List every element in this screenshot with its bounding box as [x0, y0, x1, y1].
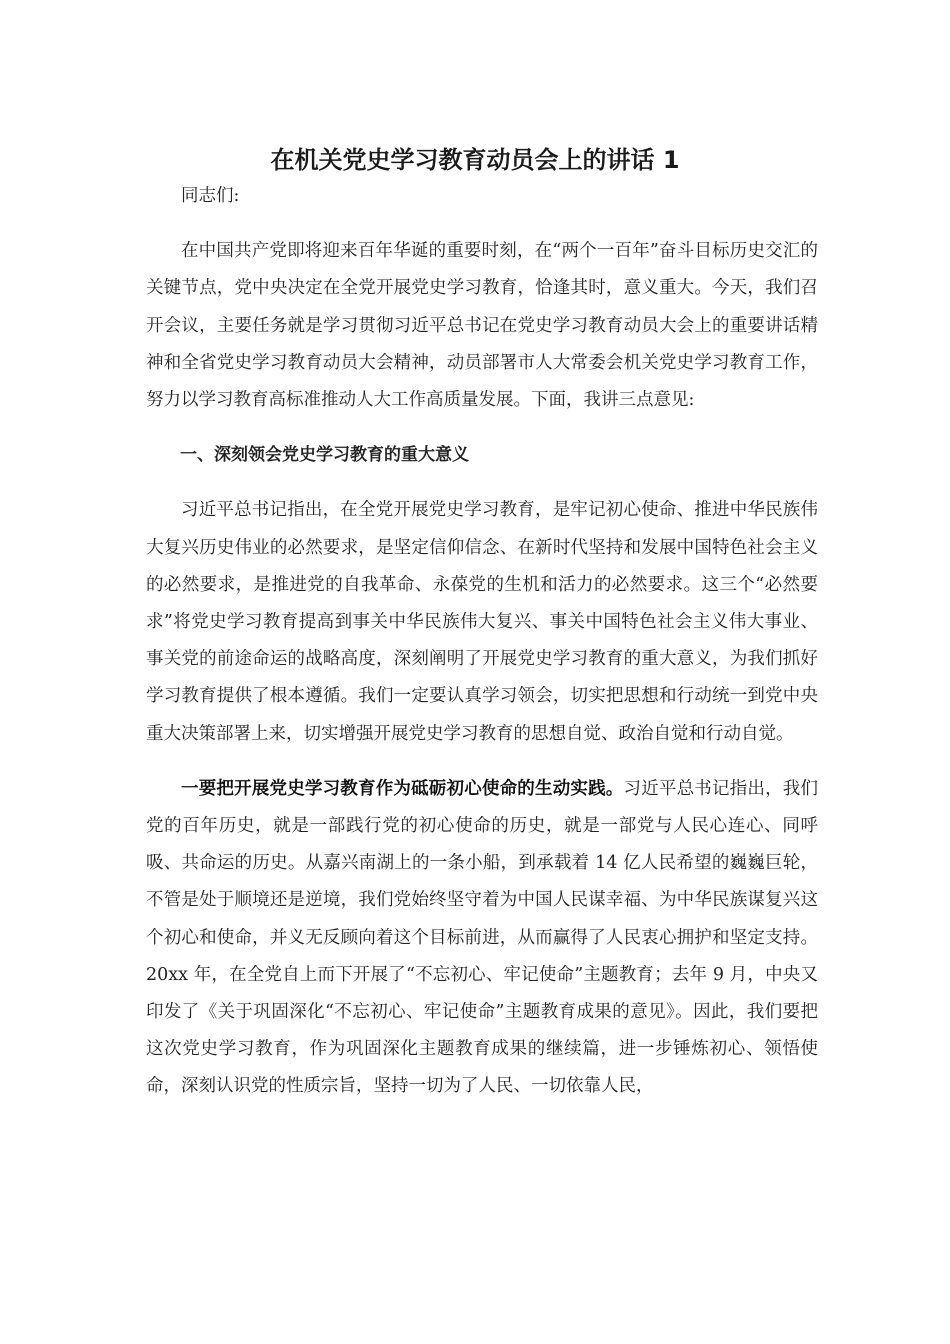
paragraph-first-point — [146, 771, 818, 1106]
paragraph-intro: 在中国共产党即将迎来百年华诞的重要时刻，在“两个一百年”奋斗目标历史交汇的关键节点，党中央决定在全党开展党史学习教育，恰逢其时，意义重大。今天，我们召开会议，主要任务就是学习贯彻习近平总书记在党史学习教育动员大会上的重要讲话精神和全省党史学习教育动员大会精神，动员部署市人大常委会机关党史学习教育工作，努力以学习教育高标准推动人大工作高质量发展。下面，我讲三点意见: — [146, 241, 818, 411]
first-point-lead: 一要把开展党史学习教育作为砥砺初心使命的生动实践。 — [181, 778, 624, 799]
document-body — [146, 178, 818, 1106]
first-point-text: 习近平总书记指出，我们党的百年历史，就是一部践行党的初心使命的历史，就是一部党与人民心连心、同呼吸、共命运的历史。从嘉兴南湖上的一条小船，到承载着 14 亿人民希望的巍巍巨轮，不管是处于顺境还是逆境，我们党始终坚守着为中国人民谋幸福、为中华民族谋复兴这个初心和使命，并义无反顾向着这个目标前进，从而赢得了人民衷心拥护和坚定支持。20xx 年，在全党自上而下开展了“不忘初心、牢记使命”主题教育；去年 9 月，中央又印发了《关于巩固深化“不忘初心、牢记使命”主题教育成果的意见》。因此，我们要把这次党史学习教育，作为巩固深化主题教育成果的继续篇，进一步锤炼初心、领悟使命，深刻认识党的性质宗旨，坚持一切为了人民、一切依靠人民， — [146, 778, 818, 1097]
document-title: 在机关党史学习教育动员会上的讲话 1 — [270, 146, 680, 174]
paragraph-significance: 习近平总书记指出，在全党开展党史学习教育，是牢记初心使命、推进中华民族伟大复兴历史伟业的必然要求，是坚定信仰信念、在新时代坚持和发展中国特色社会主义的必然要求，是推进党的自我革命、永葆党的生机和活力的必然要求。这三个“必然要求”将党史学习教育提高到事关中华民族伟大复兴、事关中国特色社会主义伟大事业、事关党的前途命运的战略高度，深刻阐明了开展党史学习教育的重大意义，为我们抓好学习教育提供了根本遵循。我们一定要认真学习领会，切实把思想和行动统一到党中央重大决策部署上来，切实增强开展党史学习教育的思想自觉、政治自觉和行动自觉。 — [146, 500, 818, 744]
section-heading-1: 一、深刻领会党史学习教育的重大意义 — [180, 445, 469, 466]
salutation: 同志们: — [181, 186, 240, 206]
